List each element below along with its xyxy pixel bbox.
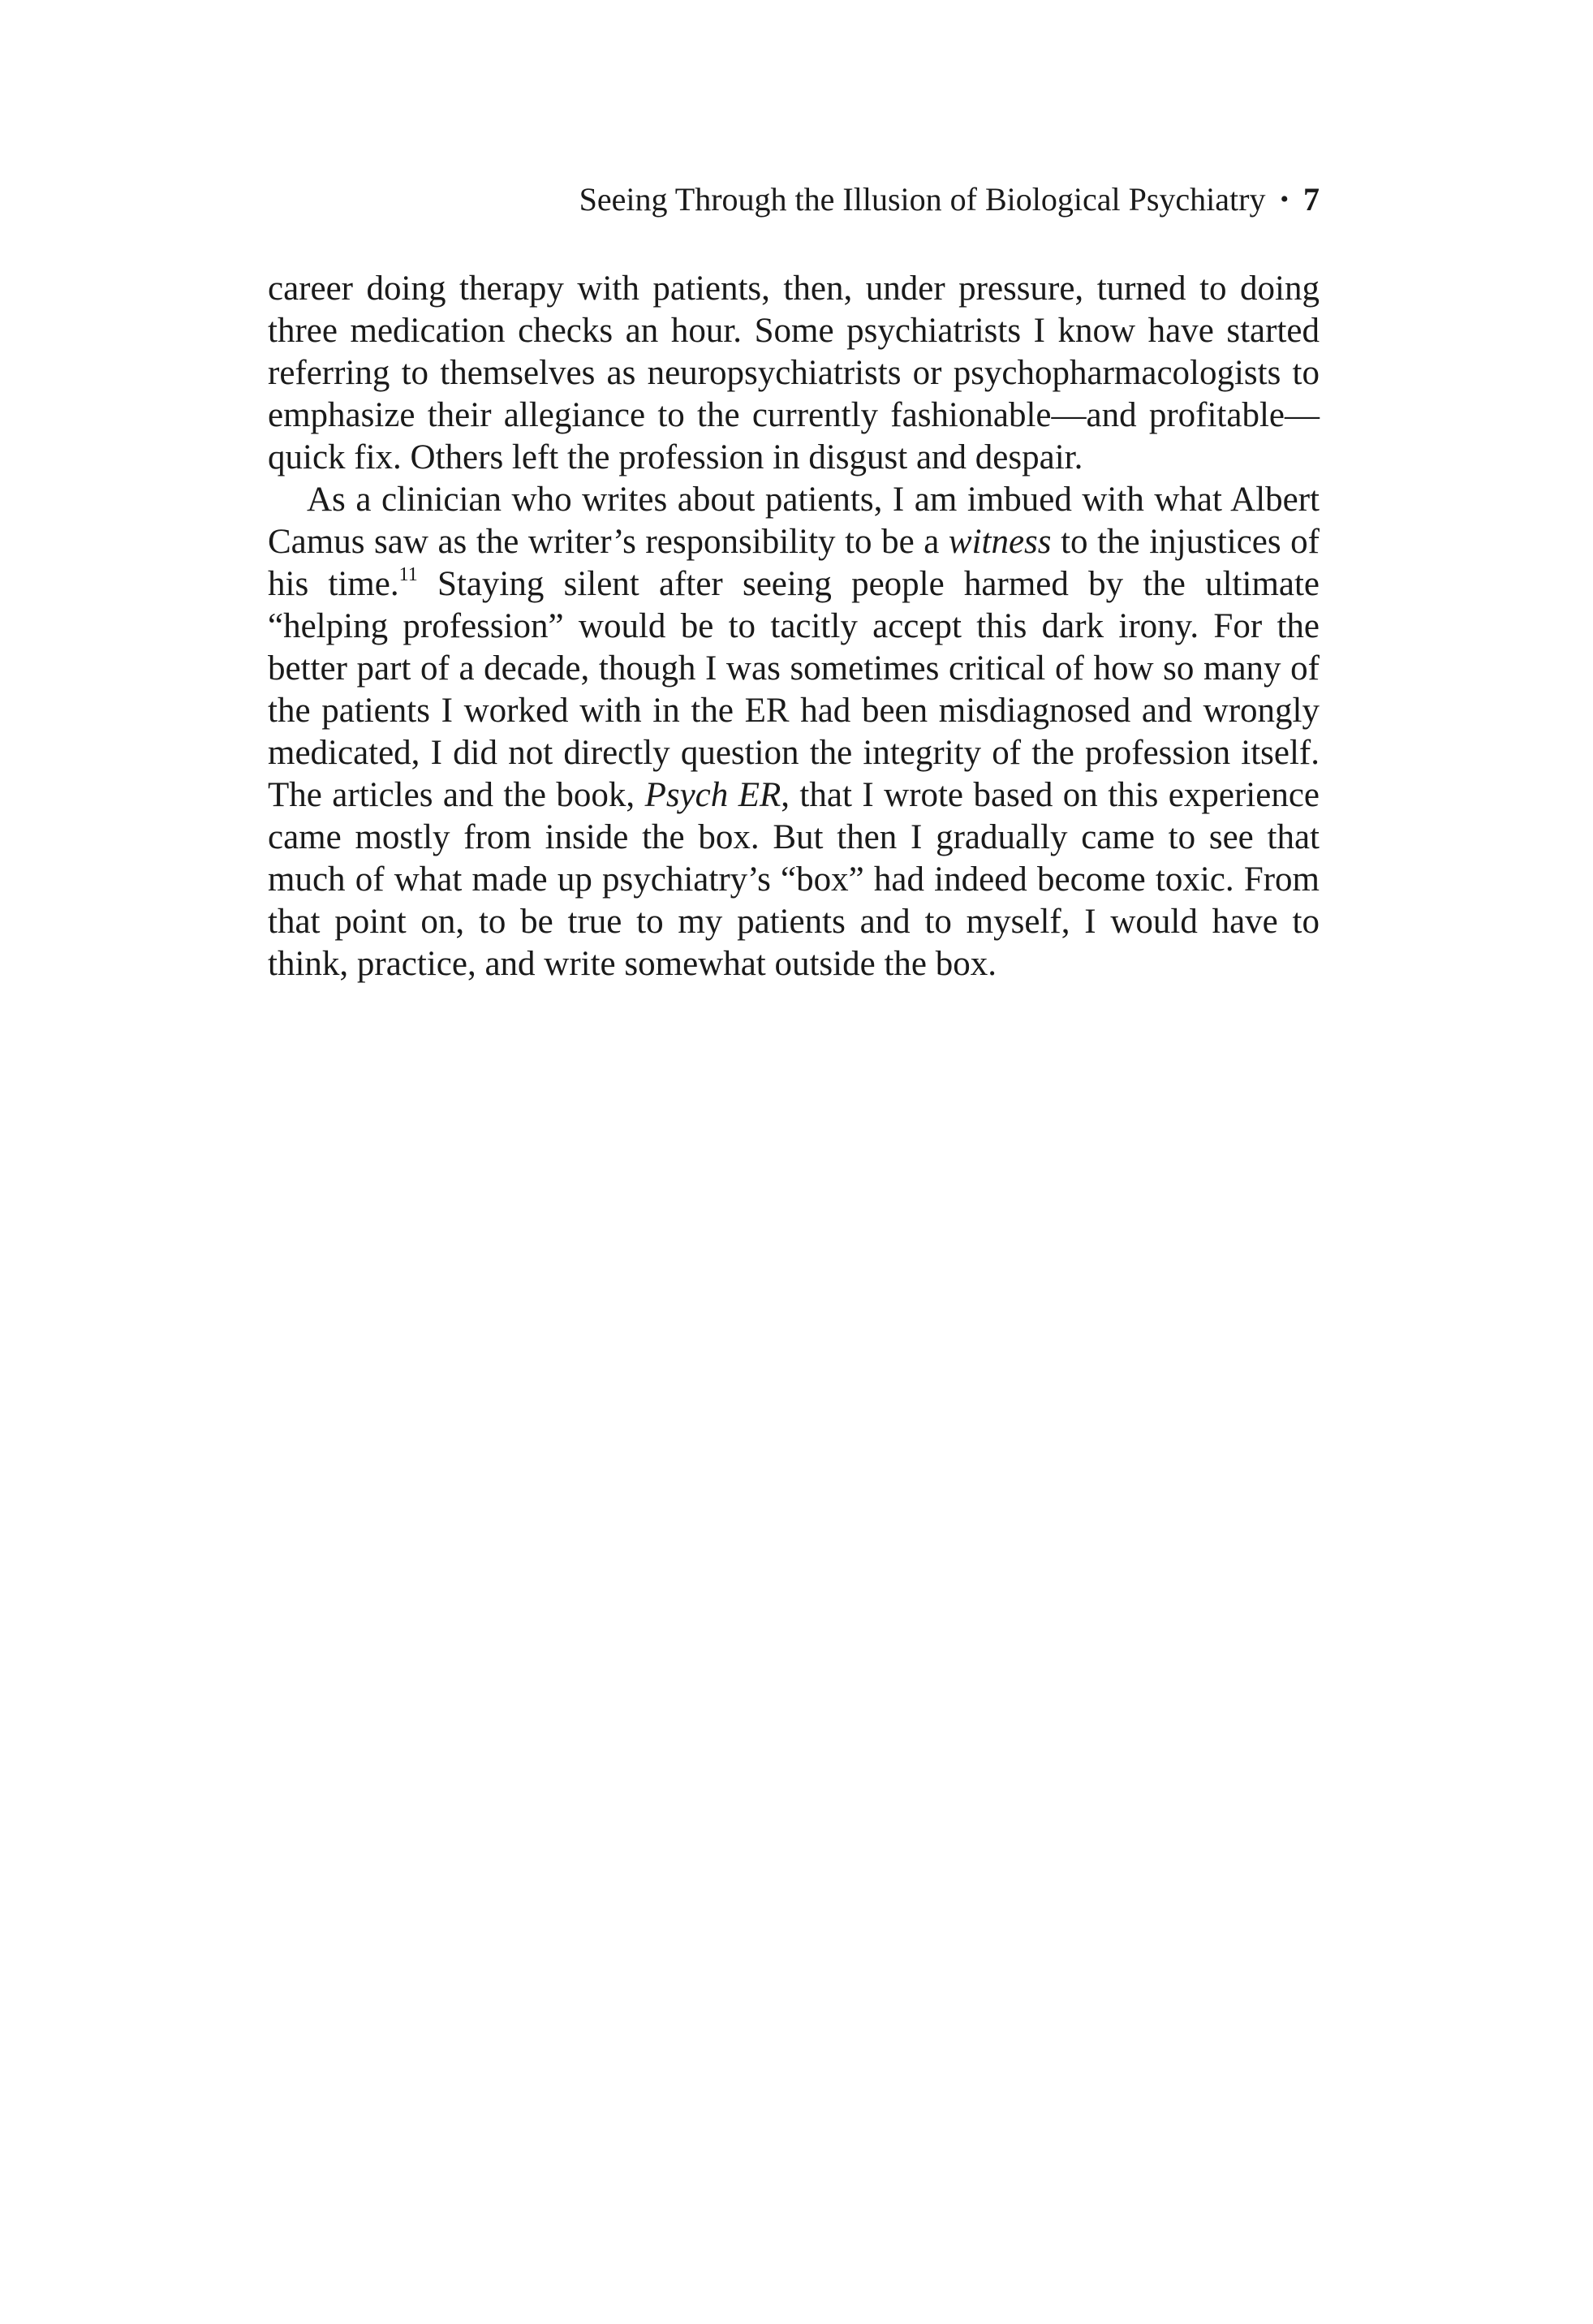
paragraph-2-part-1: As a clinician who writes about patients, I am imbued with what Albert Camus saw as the writer’s responsibility to be a: [268, 481, 1320, 561]
italic-witness: witness: [948, 523, 1052, 561]
italic-book-title: Psych ER: [644, 776, 781, 814]
page-number: 7: [1303, 181, 1320, 218]
paragraph-2-part-4: , that I wrote based on this experience came mostly from inside the box. But then I gradually came to see that much of what made up psychiatry’s “box” had indeed become toxic. From that point on, to be true to my patients and to myself, I would have to think, practice, and write somewhat outside the box.: [268, 776, 1320, 983]
paragraph-2-part-3: Staying silent after seeing people harmed by the ultimate “helping profession” would be to tacitly accept this dark irony. For the better part of a decade, though I was sometimes critical of how so many of the patients I worked with in the ER had been misdiagnosed and wrongly medicated, I did not directly question the integrity of the profession itself. The articles and the book,: [268, 565, 1320, 814]
bullet-separator: •: [1280, 186, 1289, 213]
paragraph-2-part-2: to the injustices of his time.: [268, 523, 1320, 603]
paragraph-1: career doing therapy with patients, then, under pressure, turned to doing three medication checks an hour. Some psychiatrists I know have started referring to themselves as neuropsychiatrists or psychopharmacologists to emphasize their allegiance to the currently fashionable—and profitable—quick fix. Others left the profession in disgust and despair.: [268, 269, 1320, 476]
running-head: [268, 180, 1320, 219]
footnote-reference: 11: [398, 564, 418, 585]
paragraph-2: [268, 479, 1320, 985]
body-text: [268, 268, 1320, 985]
running-head-title: Seeing Through the Illusion of Biological Psychiatry: [579, 181, 1266, 218]
